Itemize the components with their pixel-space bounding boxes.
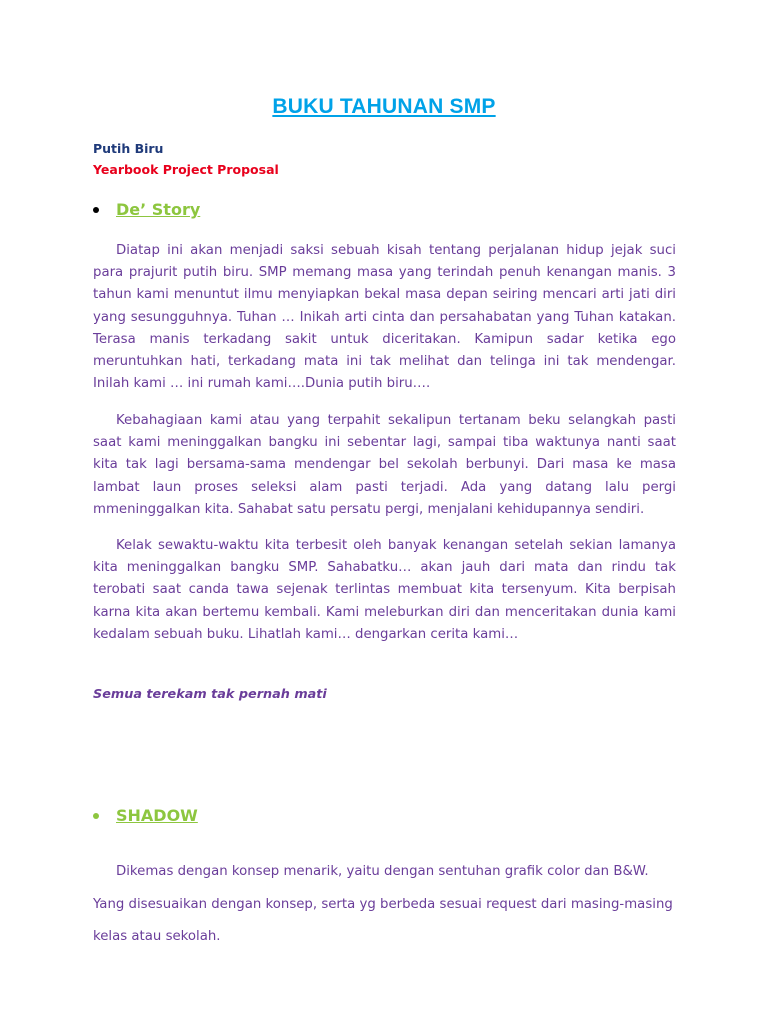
subtitle-proposal: Yearbook Project Proposal: [93, 162, 279, 177]
story-paragraph-1: Diatap ini akan menjadi saksi sebuah kisah tentang perjalanan hidup jejak suci para prajurit putih biru. SMP memang masa yang terindah penuh kenangan manis. 3 tahun kami menuntut ilmu menyiapkan bekal masa depan seiring mencari arti jati diri yang sesungguhnya. Tuhan … Inikah arti cinta dan persahabatan yang Tuhan katakan. Terasa manis terkadang sakit untuk diceritakan. Kamipun sadar ketika ego meruntuhkan hati, terkadang mata ini tak melihat dan telinga ini tak mendengar. Inilah kami … ini rumah kami….Dunia putih biru….: [93, 243, 676, 392]
story-tagline: Semua terekam tak pernah mati: [93, 687, 327, 702]
bullet-icon: [93, 207, 99, 213]
section-heading-de-story: [93, 200, 200, 219]
section-heading-label: SHADOW: [116, 806, 198, 825]
section-heading-label: De’ Story: [116, 200, 201, 219]
bullet-icon: [93, 813, 99, 819]
subtitle-putih-biru: Putih Biru: [93, 141, 164, 156]
document-title: BUKU TAHUNAN SMP: [272, 95, 496, 118]
story-paragraph-2: Kebahagiaan kami atau yang terpahit sekalipun tertanam beku selangkah pasti saat kami meninggalkan bangku ini sebentar lagi, sampai tiba waktunya nanti saat kita tak lagi bersama-sama mendengar bel sekolah berbunyi. Dari masa ke masa lambat laun proses seleksi alam pasti terjadi. Ada yang datang lalu pergi mmeninggalkan kita. Sahabat satu persatu pergi, menjalani kehidupannya sendiri.: [93, 413, 676, 517]
section-heading-shadow: [93, 806, 198, 825]
shadow-paragraph: Dikemas dengan konsep menarik, yaitu dengan sentuhan grafik color dan B&W. Yang disesuaikan dengan konsep, serta yg berbeda sesuai request dari masing-masing kelas atau sekolah.: [93, 864, 673, 944]
story-paragraph-3: Kelak sewaktu-waktu kita terbesit oleh banyak kenangan setelah sekian lamanya kita meninggalkan bangku SMP. Sahabatku… akan jauh dari mata dan rindu tak terobati saat canda tawa sejenak terlintas membuat kita tersenyum. Kita berpisah karna kita akan bertemu kembali. Kami meleburkan diri dan menceritakan dunia kami kedalam sebuah buku. Lihatlah kami… dengarkan cerita kami…: [93, 538, 676, 642]
